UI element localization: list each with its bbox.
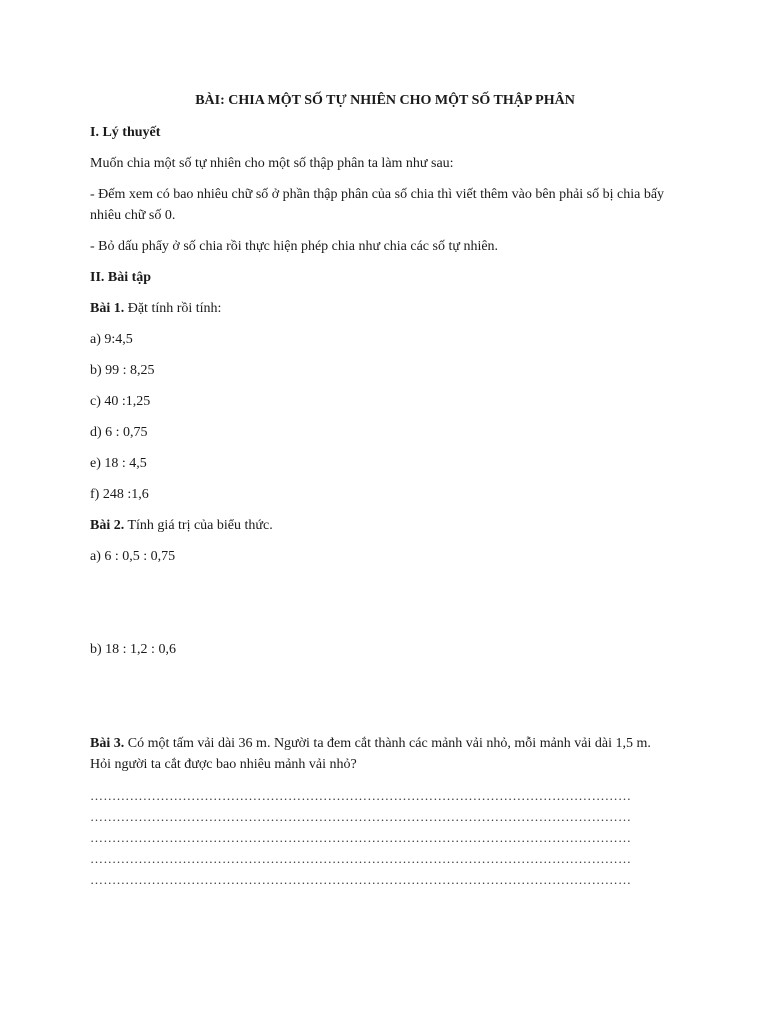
theory-intro: Muốn chia một số tự nhiên cho một số thập phân ta làm như sau: — [90, 156, 454, 171]
document-page — [90, 0, 680, 1024]
bai1-item-d: d) 6 : 0,75 — [90, 425, 148, 440]
document-title: BÀI: CHIA MỘT SỐ TỰ NHIÊN CHO MỘT SỐ THẬP PHÂN — [195, 93, 575, 108]
bai1-item-a: a) 9:4,5 — [90, 332, 133, 347]
bai2-item-b: b) 18 : 1,2 : 0,6 — [90, 642, 176, 657]
bai2-text: Tính giá trị của biểu thức. — [124, 518, 273, 533]
theory-step-1: - Đếm xem có bao nhiêu chữ số ở phần thập phân của số chia thì viết thêm vào bên phải số bị chia bấy nhiêu chữ số 0. — [90, 187, 665, 223]
theory-step-2: - Bỏ dấu phẩy ở số chia rồi thực hiện phép chia như chia các số tự nhiên. — [90, 239, 499, 254]
theory-heading: I. Lý thuyết — [90, 125, 161, 140]
bai3-label: Bài 3. — [90, 736, 125, 751]
bai2-item-a: a) 6 : 0,5 : 0,75 — [90, 549, 176, 564]
exercises-heading: II. Bài tập — [90, 270, 152, 285]
bai1-item-c: c) 40 :1,25 — [90, 394, 151, 409]
bai1-text: Đặt tính rồi tính: — [124, 301, 222, 316]
answer-line[interactable]: …………………………………………………………………………………………………………… — [90, 873, 632, 887]
bai3-prompt — [90, 733, 665, 775]
answer-line[interactable]: …………………………………………………………………………………………………………… — [90, 831, 632, 845]
bai2-prompt — [90, 517, 273, 535]
bai3-text: Có một tấm vải dài 36 m. Người ta đem cắt thành các mảnh vải nhỏ, mỗi mảnh vải dài 1,5 m. Hỏi người ta cắt được bao nhiêu mảnh vải nhỏ? — [90, 736, 651, 772]
answer-line[interactable]: …………………………………………………………………………………………………………… — [90, 789, 632, 803]
answer-line[interactable]: …………………………………………………………………………………………………………… — [90, 852, 632, 866]
bai2-label: Bài 2. — [90, 518, 125, 533]
bai1-item-e: e) 18 : 4,5 — [90, 456, 147, 471]
answer-line[interactable]: …………………………………………………………………………………………………………… — [90, 810, 632, 824]
bai1-item-f: f) 248 :1,6 — [90, 487, 149, 502]
bai1-item-b: b) 99 : 8,25 — [90, 363, 155, 378]
bai1-prompt — [90, 300, 221, 318]
bai1-label: Bài 1. — [90, 301, 125, 316]
